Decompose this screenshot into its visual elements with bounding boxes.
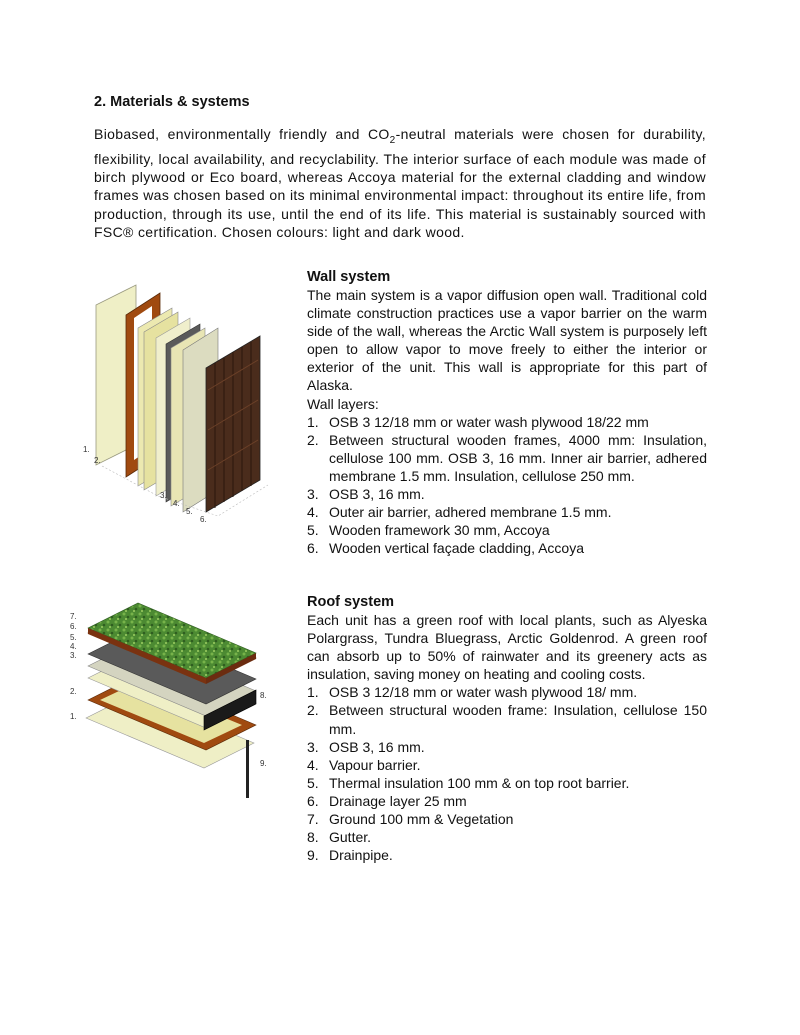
list-text: Drainpipe. — [329, 847, 393, 864]
list-number: 9. — [307, 847, 319, 864]
wall-fig-label-6: 6. — [200, 515, 207, 524]
list-number: 2. — [307, 431, 319, 448]
list-number: 3. — [307, 486, 319, 503]
list-text: Wooden framework 30 mm, Accoya — [329, 522, 550, 539]
roof-system-section — [307, 593, 707, 864]
roof-fig-label-8: 8. — [260, 691, 267, 700]
roof-layer-item — [307, 828, 707, 846]
list-number: 4. — [307, 504, 319, 521]
wall-layer-item — [307, 485, 707, 503]
roof-layer-item — [307, 774, 707, 792]
list-text: OSB 3 12/18 mm or water wash plywood 18/ mm. — [329, 684, 638, 701]
wall-fig-label-3: 3. — [160, 491, 167, 500]
roof-layer-item — [307, 683, 707, 701]
roof-fig-label-5: 5. — [70, 633, 77, 642]
wall-layers-label: Wall layers: — [307, 395, 379, 412]
wall-layer-item — [307, 503, 707, 521]
roof-fig-label-6: 6. — [70, 622, 77, 631]
list-number: 1. — [307, 413, 319, 430]
wall-fig-label-2: 2. — [94, 456, 101, 465]
intro-text-end: -neutral materials were chosen for durability, flexibility, local availability, and recyclability. The interior surface of each module was made of birch plywood or Eco board, whereas Accoya material for the external cladding and window frames was chosen based on its minimal environmental impact: throughout its entire life, from production, through its use, until the end of its life. This material is sustainably sourced with FSC® certification. Chosen colours: light and dark wood. — [94, 126, 707, 240]
wall-layers-list — [307, 413, 707, 558]
list-number: 6. — [307, 540, 319, 557]
list-text: Gutter. — [329, 829, 372, 846]
list-text: Outer air barrier, adhered membrane 1.5 mm. — [329, 504, 612, 521]
list-text: Drainage layer 25 mm — [329, 792, 467, 809]
list-text: OSB 3 12/18 mm or water wash plywood 18/22 mm — [329, 413, 649, 430]
roof-layers-list — [307, 683, 707, 864]
list-text: Ground 100 mm & Vegetation — [329, 811, 514, 828]
roof-fig-label-4: 4. — [70, 642, 77, 651]
intro-subscript: 2 — [389, 134, 396, 146]
list-text: OSB 3, 16 mm. — [329, 738, 425, 755]
list-text: OSB 3, 16 mm. — [329, 486, 425, 503]
roof-layer-item — [307, 810, 707, 828]
wall-layer-item — [307, 431, 707, 485]
list-number: 8. — [307, 829, 319, 846]
list-number: 2. — [307, 702, 319, 719]
intro-text-start: Biobased, environmentally friendly and CO — [94, 126, 390, 142]
roof-system-description: Each unit has a green roof with local plants, such as Alyeska Polargrass, Tundra Bluegrass, Arctic Goldenrod. A green roof can absorb up to 50% of rainwater and its greenery acts as insulation, saving money on heating and cooling costs. — [307, 612, 707, 683]
roof-fig-label-1: 1. — [70, 712, 77, 721]
list-number: 4. — [307, 756, 319, 773]
list-number: 5. — [307, 774, 319, 791]
wall-system-title: Wall system — [307, 269, 391, 285]
wall-layer-item — [307, 539, 707, 557]
list-number: 5. — [307, 522, 319, 539]
roof-fig-label-3: 3. — [70, 651, 77, 660]
wall-layer-item — [307, 521, 707, 539]
intro-paragraph — [94, 125, 706, 241]
roof-fig-label-2: 2. — [70, 687, 77, 696]
roof-fig-label-9: 9. — [260, 759, 267, 768]
list-text: Between structural wooden frames, 4000 mm: Insulation, cellulose 100 mm. OSB 3, 16 mm. Inner air barrier, adhered membrane 1.5 mm. Insulation, cellulose 250 mm. — [329, 431, 707, 484]
roof-fig-label-7: 7. — [70, 612, 77, 621]
roof-drainpipe — [246, 740, 249, 798]
roof-system-title: Roof system — [307, 594, 395, 610]
list-number: 6. — [307, 792, 319, 809]
roof-layers-figure — [66, 588, 281, 803]
list-number: 1. — [307, 684, 319, 701]
list-text: Between structural wooden frame: Insulation, cellulose 150 mm. — [329, 702, 707, 737]
roof-layer-item — [307, 846, 707, 864]
wall-system-description: The main system is a vapor diffusion open wall. Traditional cold climate construction practices use a vapor barrier on the warm side of the wall, whereas the Arctic Wall system is purposely left open to allow vapor to move freely to either the interior or exterior of the unit. This wall is appropriate for this part of Alaska. — [307, 287, 707, 394]
wall-fig-label-4: 4. — [173, 499, 180, 508]
list-text: Vapour barrier. — [329, 756, 421, 773]
wall-system-section — [307, 268, 707, 557]
roof-layer-item — [307, 738, 707, 756]
list-text: Wooden vertical façade cladding, Accoya — [329, 540, 585, 557]
roof-layer-item — [307, 756, 707, 774]
wall-layers-figure — [78, 280, 278, 530]
roof-layer-item — [307, 701, 707, 737]
list-number: 3. — [307, 738, 319, 755]
wall-fig-label-5: 5. — [186, 507, 193, 516]
section-heading: 2. Materials & systems — [94, 94, 250, 110]
wall-layer-item — [307, 413, 707, 431]
roof-layer-item — [307, 792, 707, 810]
wall-fig-label-1: 1. — [83, 445, 90, 454]
list-number: 7. — [307, 811, 319, 828]
list-text: Thermal insulation 100 mm & on top root barrier. — [329, 774, 630, 791]
